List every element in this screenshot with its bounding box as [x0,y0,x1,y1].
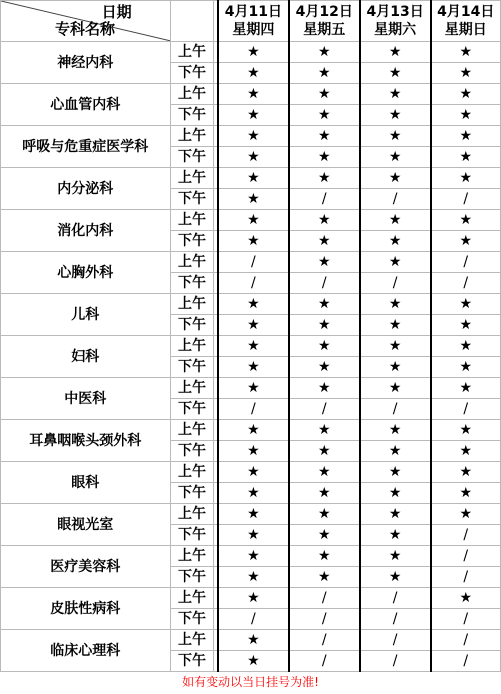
available-star-icon: ★ [360,210,431,231]
department-name: 耳鼻咽喉头颈外科 [1,420,171,462]
department-name: 心胸外科 [1,252,171,294]
available-star-icon: ★ [360,483,431,504]
unavailable-slash: / [431,399,501,420]
unavailable-slash: / [360,651,431,672]
available-star-icon: ★ [289,525,360,546]
available-star-icon: ★ [289,42,360,63]
available-star-icon: ★ [289,168,360,189]
available-star-icon: ★ [289,420,360,441]
available-star-icon: ★ [431,105,501,126]
available-star-icon: ★ [431,168,501,189]
period-pm: 下午 [170,63,214,84]
available-star-icon: ★ [289,294,360,315]
period-pm: 下午 [170,399,214,420]
unavailable-slash: / [431,189,501,210]
unavailable-slash: / [431,630,501,651]
unavailable-slash: / [431,525,501,546]
period-am: 上午 [170,126,214,147]
period-pm: 下午 [170,525,214,546]
unavailable-slash: / [360,609,431,630]
period-am: 上午 [170,168,214,189]
available-star-icon: ★ [218,210,289,231]
period-pm: 下午 [170,609,214,630]
available-star-icon: ★ [431,504,501,525]
available-star-icon: ★ [360,441,431,462]
available-star-icon: ★ [218,378,289,399]
available-star-icon: ★ [431,336,501,357]
period-am: 上午 [170,378,214,399]
unavailable-slash: / [289,609,360,630]
unavailable-slash: / [289,588,360,609]
available-star-icon: ★ [289,567,360,588]
available-star-icon: ★ [218,441,289,462]
available-star-icon: ★ [218,126,289,147]
weekday-text: 星期日 [444,22,487,38]
department-name: 呼吸与危重症医学科 [1,126,171,168]
department-name: 中医科 [1,378,171,420]
department-name: 医疗美容科 [1,546,171,588]
available-star-icon: ★ [218,168,289,189]
available-star-icon: ★ [360,168,431,189]
date-header-3 [431,1,501,42]
available-star-icon: ★ [431,483,501,504]
unavailable-slash: / [360,273,431,294]
available-star-icon: ★ [289,357,360,378]
available-star-icon: ★ [289,504,360,525]
table-row [1,126,501,147]
available-star-icon: ★ [360,315,431,336]
department-name: 眼视光室 [1,504,171,546]
period-am: 上午 [170,588,214,609]
available-star-icon: ★ [431,210,501,231]
available-star-icon: ★ [218,315,289,336]
date-text: 4月12日 [295,4,353,20]
period-pm: 下午 [170,651,214,672]
table-row [1,210,501,231]
unavailable-slash: / [218,609,289,630]
available-star-icon: ★ [218,483,289,504]
department-name: 心血管内科 [1,84,171,126]
available-star-icon: ★ [218,504,289,525]
period-am: 上午 [170,420,214,441]
unavailable-slash: / [431,609,501,630]
unavailable-slash: / [289,399,360,420]
available-star-icon: ★ [289,252,360,273]
unavailable-slash: / [431,273,501,294]
department-name: 妇科 [1,336,171,378]
date-header-2 [360,1,431,42]
available-star-icon: ★ [289,126,360,147]
department-header-label: 专科名称 [55,20,116,38]
period-pm: 下午 [170,231,214,252]
available-star-icon: ★ [218,420,289,441]
available-star-icon: ★ [360,252,431,273]
period-am: 上午 [170,294,214,315]
available-star-icon: ★ [218,147,289,168]
available-star-icon: ★ [360,231,431,252]
schedule-body [1,42,501,672]
period-pm: 下午 [170,273,214,294]
weekday-text: 星期四 [232,22,275,38]
available-star-icon: ★ [218,630,289,651]
unavailable-slash: / [218,252,289,273]
available-star-icon: ★ [431,294,501,315]
unavailable-slash: / [360,630,431,651]
available-star-icon: ★ [218,588,289,609]
date-text: 4月14日 [437,4,495,20]
date-header-1 [289,1,360,42]
available-star-icon: ★ [431,315,501,336]
table-row [1,630,501,651]
unavailable-slash: / [360,588,431,609]
header-corner [1,1,171,42]
weekday-text: 星期五 [303,22,346,38]
department-name: 儿科 [1,294,171,336]
available-star-icon: ★ [360,567,431,588]
period-am: 上午 [170,630,214,651]
available-star-icon: ★ [289,84,360,105]
unavailable-slash: / [289,630,360,651]
department-name: 临床心理科 [1,630,171,672]
period-pm: 下午 [170,147,214,168]
department-name: 消化内科 [1,210,171,252]
table-row [1,588,501,609]
date-header-0 [218,1,289,42]
unavailable-slash: / [289,651,360,672]
available-star-icon: ★ [431,441,501,462]
available-star-icon: ★ [360,378,431,399]
period-am: 上午 [170,84,214,105]
available-star-icon: ★ [289,336,360,357]
table-row [1,294,501,315]
available-star-icon: ★ [360,294,431,315]
available-star-icon: ★ [289,483,360,504]
available-star-icon: ★ [218,546,289,567]
period-am: 上午 [170,252,214,273]
header-row [1,1,501,42]
period-pm: 下午 [170,483,214,504]
available-star-icon: ★ [218,651,289,672]
period-am: 上午 [170,210,214,231]
unavailable-slash: / [431,567,501,588]
available-star-icon: ★ [431,42,501,63]
period-pm: 下午 [170,441,214,462]
available-star-icon: ★ [289,315,360,336]
unavailable-slash: / [431,651,501,672]
unavailable-slash: / [289,273,360,294]
table-row [1,378,501,399]
available-star-icon: ★ [431,147,501,168]
weekday-text: 星期六 [374,22,417,38]
available-star-icon: ★ [360,546,431,567]
date-text: 4月11日 [224,4,282,20]
available-star-icon: ★ [360,84,431,105]
unavailable-slash: / [360,189,431,210]
available-star-icon: ★ [289,441,360,462]
available-star-icon: ★ [360,147,431,168]
available-star-icon: ★ [218,462,289,483]
period-pm: 下午 [170,567,214,588]
available-star-icon: ★ [431,63,501,84]
available-star-icon: ★ [360,336,431,357]
table-row [1,504,501,525]
date-text: 4月13日 [366,4,424,20]
available-star-icon: ★ [431,378,501,399]
table-row [1,546,501,567]
period-pm: 下午 [170,189,214,210]
available-star-icon: ★ [431,420,501,441]
available-star-icon: ★ [218,525,289,546]
period-pm: 下午 [170,357,214,378]
available-star-icon: ★ [218,294,289,315]
period-am: 上午 [170,504,214,525]
unavailable-slash: / [431,252,501,273]
unavailable-slash: / [360,399,431,420]
available-star-icon: ★ [360,420,431,441]
available-star-icon: ★ [431,126,501,147]
department-name: 眼科 [1,462,171,504]
department-name: 内分泌科 [1,168,171,210]
available-star-icon: ★ [218,567,289,588]
available-star-icon: ★ [218,42,289,63]
available-star-icon: ★ [431,84,501,105]
available-star-icon: ★ [360,462,431,483]
available-star-icon: ★ [431,357,501,378]
available-star-icon: ★ [289,147,360,168]
period-am: 上午 [170,462,214,483]
available-star-icon: ★ [218,84,289,105]
available-star-icon: ★ [218,231,289,252]
department-name: 皮肤性病科 [1,588,171,630]
available-star-icon: ★ [360,63,431,84]
date-header-label: 日期 [101,3,132,21]
unavailable-slash: / [218,399,289,420]
available-star-icon: ★ [431,588,501,609]
notice-text: 如有变动以当日挂号为准! [182,675,319,689]
available-star-icon: ★ [431,462,501,483]
department-name: 神经内科 [1,42,171,84]
available-star-icon: ★ [289,63,360,84]
available-star-icon: ★ [360,105,431,126]
period-pm: 下午 [170,315,214,336]
unavailable-slash: / [218,273,289,294]
available-star-icon: ★ [218,357,289,378]
available-star-icon: ★ [289,231,360,252]
available-star-icon: ★ [289,105,360,126]
available-star-icon: ★ [218,63,289,84]
table-row [1,84,501,105]
unavailable-slash: / [289,189,360,210]
available-star-icon: ★ [360,357,431,378]
period-am: 上午 [170,546,214,567]
period-am: 上午 [170,336,214,357]
available-star-icon: ★ [218,336,289,357]
available-star-icon: ★ [218,105,289,126]
period-pm: 下午 [170,105,214,126]
available-star-icon: ★ [360,504,431,525]
available-star-icon: ★ [289,210,360,231]
available-star-icon: ★ [289,378,360,399]
table-row [1,42,501,63]
period-am: 上午 [170,42,214,63]
available-star-icon: ★ [218,189,289,210]
available-star-icon: ★ [360,42,431,63]
table-row [1,252,501,273]
unavailable-slash: / [431,546,501,567]
available-star-icon: ★ [431,231,501,252]
table-row [1,462,501,483]
table-row [1,420,501,441]
available-star-icon: ★ [360,126,431,147]
period-header-cell [170,1,214,42]
available-star-icon: ★ [289,462,360,483]
available-star-icon: ★ [360,525,431,546]
table-row [1,168,501,189]
table-row [1,336,501,357]
available-star-icon: ★ [289,546,360,567]
